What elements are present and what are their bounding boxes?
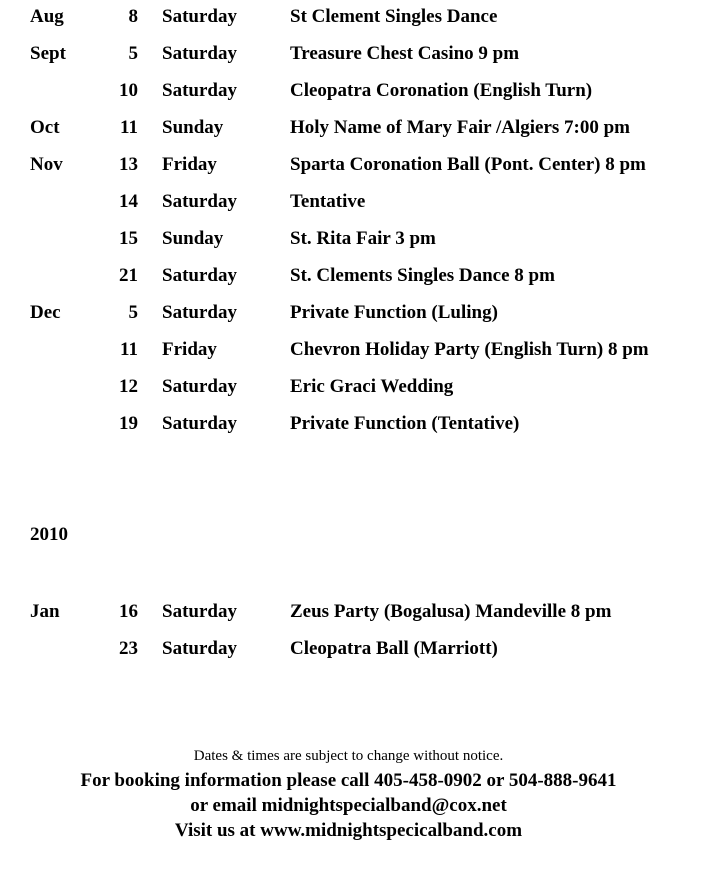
booking-info: For booking information please call 405-458-0902 or 504-888-9641: [80, 770, 617, 791]
event-weekday: Saturday: [162, 601, 237, 622]
event-month: Oct: [30, 117, 60, 138]
event-day: 8: [128, 6, 138, 27]
event-month: Aug: [30, 6, 64, 27]
event-row: [0, 228, 707, 252]
event-row: [0, 154, 707, 178]
event-row: [0, 43, 707, 67]
event-month: Nov: [30, 154, 63, 175]
event-name: Cleopatra Ball (Marriott): [290, 638, 498, 659]
event-row: [0, 339, 707, 363]
event-weekday: Saturday: [162, 376, 237, 397]
event-weekday: Saturday: [162, 43, 237, 64]
event-row: [0, 191, 707, 215]
event-day: 5: [128, 43, 138, 64]
event-day: 15: [119, 228, 138, 249]
website-info: Visit us at www.midnightspecicalband.com: [174, 820, 523, 841]
event-day: 12: [119, 376, 138, 397]
event-name: Eric Graci Wedding: [290, 376, 454, 397]
event-row: [0, 638, 707, 662]
event-weekday: Saturday: [162, 6, 237, 27]
event-name: Chevron Holiday Party (English Turn) 8 pm: [290, 339, 649, 360]
event-name: Cleopatra Coronation (English Turn): [290, 80, 593, 101]
event-row: [0, 80, 707, 104]
disclaimer-note: Dates & times are subject to change without notice.: [193, 748, 504, 764]
event-name: Tentative: [290, 191, 366, 212]
event-name: St. Rita Fair 3 pm: [290, 228, 436, 249]
event-day: 16: [119, 601, 138, 622]
event-weekday: Friday: [162, 154, 217, 175]
event-day: 23: [119, 638, 138, 659]
event-weekday: Friday: [162, 339, 217, 360]
event-month: Sept: [30, 43, 66, 64]
event-weekday: Sunday: [162, 117, 224, 138]
event-name: Private Function (Luling): [290, 302, 498, 323]
event-weekday: Saturday: [162, 413, 237, 434]
event-name: Treasure Chest Casino 9 pm: [290, 43, 520, 64]
event-day: 10: [119, 80, 138, 101]
event-name: St Clement Singles Dance: [290, 6, 498, 27]
event-name: Holy Name of Mary Fair /Algiers 7:00 pm: [290, 117, 630, 138]
event-weekday: Saturday: [162, 265, 237, 286]
event-row: [0, 302, 707, 326]
event-weekday: Saturday: [162, 191, 237, 212]
event-name: St. Clements Singles Dance 8 pm: [290, 265, 555, 286]
event-name: Sparta Coronation Ball (Pont. Center) 8 pm: [290, 154, 646, 175]
event-weekday: Saturday: [162, 638, 237, 659]
year-heading: 2010: [30, 524, 68, 545]
event-row: [0, 376, 707, 400]
event-month: Dec: [30, 302, 61, 323]
event-row: [0, 6, 707, 30]
event-weekday: Sunday: [162, 228, 224, 249]
event-weekday: Saturday: [162, 302, 237, 323]
event-row: [0, 601, 707, 625]
event-day: 11: [120, 339, 138, 360]
event-day: 5: [128, 302, 138, 323]
event-day: 11: [120, 117, 138, 138]
event-day: 19: [119, 413, 138, 434]
email-info: or email midnightspecialband@cox.net: [190, 795, 507, 816]
event-month: Jan: [30, 601, 60, 622]
event-day: 14: [119, 191, 138, 212]
event-weekday: Saturday: [162, 80, 237, 101]
event-name: Zeus Party (Bogalusa) Mandeville 8 pm: [290, 601, 612, 622]
event-row: [0, 413, 707, 437]
event-row: [0, 265, 707, 289]
event-day: 13: [119, 154, 138, 175]
event-row: [0, 117, 707, 141]
event-name: Private Function (Tentative): [290, 413, 520, 434]
event-day: 21: [119, 265, 138, 286]
